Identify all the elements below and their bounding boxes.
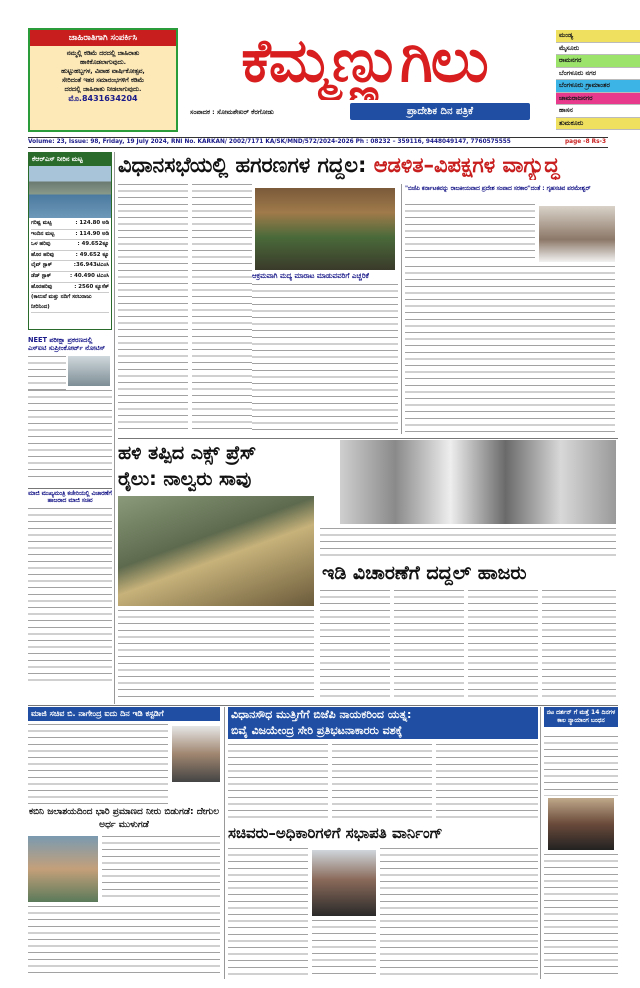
quote-story bbox=[405, 186, 615, 436]
info-bar bbox=[28, 137, 608, 148]
edition-item: ರಾಮನಗರ bbox=[556, 55, 640, 68]
edition-item: ತುಮಕೂರು bbox=[556, 118, 640, 131]
edition-item: ಮೈಸೂರು bbox=[556, 43, 640, 56]
vidhana-line2: ಬಿವೈ ವಿಜಯೇಂದ್ರ ಸೇರಿ ಪ್ರತಿಭಟನಾಕಾರರು ವಶಕ್ಕೆ bbox=[231, 724, 403, 737]
water-row bbox=[31, 283, 109, 294]
lead-headline-part1: ವಿಧಾನಸಭೆಯಲ್ಲಿ ಹಗರಣಗಳ ಗದ್ದಲ: bbox=[118, 153, 374, 177]
nagendra-photo bbox=[172, 726, 220, 782]
darshan-photo bbox=[548, 798, 614, 850]
edition-item: ಹಾಸನ bbox=[556, 105, 640, 118]
edition-item: ಬೆಂಗಳೂರು ಗ್ರಾಮಾಂತರ bbox=[556, 80, 640, 93]
water-row-value: : 124.80 ಅಡಿ bbox=[75, 220, 109, 226]
group-photo bbox=[340, 440, 616, 524]
water-row bbox=[31, 272, 109, 283]
express-line1: ಹಳಿ ತಪ್ಪಿದ ಎಕ್ಸ್ ಪ್ರೆಸ್ bbox=[118, 442, 257, 464]
edition-item: ಬೆಂಗಳೂರು ನಗರ bbox=[556, 68, 640, 81]
nagendra-headline: ಮಾಜಿ ಸಚಿವ ಬಿ. ನಾಗೇಂದ್ರ ಐದು ದಿನ ಇಡಿ ಕಸ್ಟಡಿಗೆ bbox=[28, 707, 220, 721]
neet-headline: NEET ಪರೀಕ್ಷಾ ಪ್ರಕರಣದಲ್ಲಿ ಎಸ್‌ಐಟಿ ಸುಪ್ರೀಂಕೋರ್ಟ್ ನೋಟಿಸ್ bbox=[28, 336, 106, 352]
water-row bbox=[31, 293, 109, 313]
water-row bbox=[31, 219, 109, 230]
dam-photo bbox=[29, 166, 111, 218]
water-row-label: ಡೆಡ್ ಸ್ಟಾಕ್ bbox=[31, 272, 52, 279]
water-row-value: : 49.652ಕ್ಯೂ bbox=[77, 241, 109, 248]
water-row bbox=[31, 240, 109, 251]
vidhana-headline bbox=[228, 707, 538, 739]
ed-headline: ಇಡಿ ವಿಚಾರಣೆಗೆ ದದ್ದಲ್ ಹಾಜರು bbox=[322, 562, 527, 584]
quote-headline: "ಬಿಜೆಪಿ ಕರ್ನಾಟಕವನ್ನು ರಾಜಕೀಯವಾದ ಪ್ರದೇಶ ಸಂಪಾದ ಸರಕಾರ"ದಂತೆ : ಗೃಹಸಚಿವ ಪರಮೇಶ್ವರ್ bbox=[405, 186, 591, 192]
water-row bbox=[31, 251, 109, 262]
ad-heading: ಜಾಹಿರಾತಿಗಾಗಿ ಸಂಪರ್ಕಿಸಿ bbox=[30, 30, 176, 46]
ad-line: ನಮ್ಮಲ್ಲಿ ಕಡಿಮೆ ದರದಲ್ಲಿ ಜಾಹಿರಾತು bbox=[66, 50, 140, 57]
express-headline bbox=[118, 440, 328, 492]
water-row-value: : 114.90 ಅಡಿ bbox=[75, 230, 109, 237]
vidhana-line1: ವಿಧಾನಸೌಧ ಮುತ್ತಿಗೆಗೆ ಬಿಜೆಪಿ ನಾಯಕರಿಂದ ಯತ್ನ: bbox=[231, 708, 412, 721]
minister-photo bbox=[539, 206, 615, 262]
issue-info: Volume: 23, Issue: 98, Friday, 19 July 2024, RNI No. KARKAN/ 2002/7171 KA/SK/MND/572/2024-2026 Ph : 08232 – 359116, 9448049147, 7760575555 bbox=[28, 139, 511, 145]
masthead-title: ಕೆಮ್ಮಣ್ಣುಗಿಲು bbox=[241, 26, 487, 96]
court-photo bbox=[68, 356, 110, 386]
minister2-photo bbox=[312, 850, 376, 916]
kabini-headline: ಕಬಿನಿ ಜಲಾಶಯದಿಂದ ಭಾರಿ ಪ್ರಮಾಣದ ನೀರು ಬಿಡುಗಡೆ: ದೇಗುಲ ಅರ್ಧ ಮುಳುಗಡೆ bbox=[28, 807, 220, 830]
darshan-headline: ನಟ ದರ್ಶನ್ ಗೆ ಮತ್ತೆ 14 ದಿನಗಳ ಕಾಲ ನ್ಯಾಯಾಂಗ ಬಂಧನ bbox=[544, 707, 618, 727]
water-row-value: : 49.652 ಕ್ಯೂ bbox=[75, 251, 109, 258]
ad-line: ಸೇರಿದಂತೆ ಇತರ ಸಮಾರಂಭಗಳಿಗೆ ಕಡಿಮೆ bbox=[61, 77, 145, 84]
water-row-label: ಇಂದಿನ ಮಟ್ಟ bbox=[31, 230, 55, 237]
train-photo bbox=[118, 496, 314, 606]
water-row-value: : 2560 ಕ್ಯೂಸೆಕ್ bbox=[74, 283, 109, 290]
sabhapati-headline: ಸಚಿವರು–ಅಧಿಕಾರಿಗಳಿಗೆ ಸಭಾಪತಿ ವಾರ್ನಿಂಗ್ bbox=[228, 824, 443, 842]
water-row-label: ಹೊರ ಹರಿವು bbox=[31, 251, 55, 258]
express-line2: ರೈಲು: ನಾಲ್ವರು ಸಾವು bbox=[118, 468, 252, 490]
ad-line: ಹಾಕಿಕೊಡಲಾಗುವುದು. bbox=[80, 59, 126, 66]
water-row-label: (ಕಾಲುವೆ ಮತ್ತು ನದಿಗೆ ಸರಬರಾಜು ನೀರಿನಿಂದ) bbox=[31, 294, 92, 310]
edition-list bbox=[556, 30, 640, 130]
neet-story bbox=[28, 336, 112, 486]
side-story-headline: ಮಾಜಿ ಮುಖ್ಯಮಂತ್ರಿ ಕಚೇರಿಯಲ್ಲಿ ವಿಚಾರಣೆಗೆ ಹಾಜರಾದ ಮಾಜಿ ಸಚಿವ bbox=[28, 491, 112, 505]
water-row-label: ಲೈವ್ ಸ್ಟಾಕ್ bbox=[31, 262, 53, 269]
water-row-value: :36.943ಟಿಎಂಸಿ bbox=[73, 262, 109, 269]
temple-photo bbox=[28, 836, 98, 902]
water-row-label: ಒಳ ಹರಿವು bbox=[31, 241, 51, 248]
water-row-value: : 40.490 ಟಿಎಂಸಿ bbox=[70, 272, 109, 279]
lead-headline-part2: ಆಡಳಿತ–ವಿಪಕ್ಷಗಳ ವಾಗ್ಯುದ್ಧ bbox=[373, 153, 560, 177]
editor-credit: ಸಂಪಾದಕ : ಸೋಮಶೇಖರ್ ಕೆರಗೋಡು bbox=[190, 108, 274, 116]
water-row bbox=[31, 230, 109, 241]
page-price: page -8 Rs-3 bbox=[565, 139, 606, 145]
ad-box bbox=[28, 28, 178, 132]
side-story bbox=[28, 491, 112, 701]
ad-line: ದರದಲ್ಲಿ ಜಾಹಿರಾತು ನೀಡಲಾಗುವುದು. bbox=[64, 86, 142, 93]
lead-headline bbox=[118, 150, 618, 180]
water-row bbox=[31, 261, 109, 272]
edition-item: ಮಂಡ್ಯ bbox=[556, 30, 640, 43]
ad-phone: ಮೊ.8431634204 bbox=[68, 94, 138, 103]
water-level-title: ಕೆಆರ್‌ಎಸ್ ನೀರಿನ ಮಟ್ಟ bbox=[29, 153, 111, 166]
assembly-photo bbox=[255, 188, 395, 270]
edition-item: ಚಾಮರಾಜನಗರ bbox=[556, 93, 640, 106]
masthead-subtitle: ಪ್ರಾದೇಶಿಕ ದಿನ ಪತ್ರಿಕೆ bbox=[350, 103, 530, 120]
water-row-label: ಹೊರಹರಿವು bbox=[31, 283, 53, 290]
water-level-box bbox=[28, 152, 112, 330]
water-row-label: ಗರಿಷ್ಟ ಮಟ್ಟ bbox=[31, 220, 52, 226]
ad-line: ಹುಟ್ಟುಹಬ್ಬಗಳ, ವಿವಾಹ ವಾರ್ಷಿಕೋತ್ಸವ, bbox=[61, 68, 145, 75]
speaker-headline: ಆಕ್ರಮವಾಗಿ ಮದ್ಯ ಮಾರಾಟ ಮಾಡುವವರಿಗೆ ಎಚ್ಚರಿಕೆ bbox=[252, 272, 369, 280]
